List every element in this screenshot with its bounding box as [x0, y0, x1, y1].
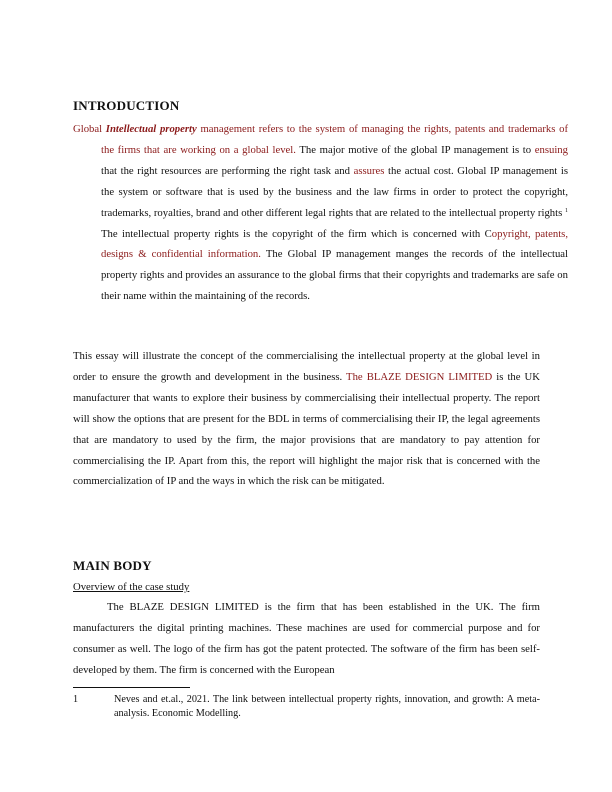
- intro-text: The intellectual property rights is the copyright of the firm which is concerned with C: [101, 227, 492, 240]
- intro-text: the actual cost. Global IP management is the system or software that is used by the business and the law firms in order to protect the copyright, trademarks, royalties, brand and other different legal rights that are related to the intellectual property rights: [101, 164, 568, 219]
- intro-text: Global: [73, 123, 106, 135]
- introduction-paragraph-2: [73, 346, 540, 492]
- intro-text: This essay will illustrate the concept of the commercialising the intellectual property at the global level in order to ensure the growth and development in the business.: [73, 350, 540, 383]
- main-body-paragraph-1: The BLAZE DESIGN LIMITED is the firm that has been established in the UK. The firm manufacturers the digital printing machines. These machines are used for commercial purpose and for consumer as well. The logo of the firm has got the patent protected. The software of the firm has been self-developed by them. The firm is concerned with the European: [73, 601, 540, 676]
- intro-text: management refers to the system of managing the rights, patents and trademarks of the firms that are working on a global level.: [101, 123, 569, 156]
- intro-text: that the right resources are performing the right task and: [101, 164, 354, 177]
- introduction-paragraph-1: [73, 119, 568, 307]
- footnote: [73, 693, 540, 721]
- company-name: The BLAZE DESIGN LIMITED: [346, 370, 493, 383]
- intro-text: assures: [353, 164, 385, 177]
- case-study-subheading: Overview of the case study: [73, 581, 190, 593]
- intro-text: The Global IP management manges the records of the intellectual property rights and provides an assurance to the global firms that their copyrights and trademarks are safe on their name within the maintaining of the records.: [101, 248, 568, 303]
- intro-text: The major motive of the global IP management is to: [295, 143, 535, 156]
- main-body-heading: MAIN BODY: [73, 558, 152, 573]
- intro-text: is the UK manufacturer that wants to explore their business by commercialising their intellectual property. The report will show the options that are present for the BDL in terms of commercialising their IP, the legal agreements that are mandatory to used by the firm, the major provisions that are mandatory to pay attention for commercialising the IP. Apart from this, the report will highlight the major risk that is concerned with the commercialization of IP and the ways in which the risk can be mitigated.: [73, 370, 540, 488]
- footnote-text: Neves and et.al., 2021. The link between intellectual property rights, innovation, and growth: A meta-analysis. Economic Modelling.: [114, 694, 540, 719]
- intro-text: opyright, patents, designs & confidential information.: [101, 227, 568, 261]
- footnote-separator: [73, 687, 190, 688]
- footnote-reference[interactable]: 1: [565, 207, 568, 214]
- intro-emphasis: Intellectual property: [105, 123, 197, 135]
- footnote-number: 1: [73, 694, 79, 705]
- intro-text: ensuing: [534, 143, 568, 156]
- introduction-heading: INTRODUCTION: [73, 98, 180, 113]
